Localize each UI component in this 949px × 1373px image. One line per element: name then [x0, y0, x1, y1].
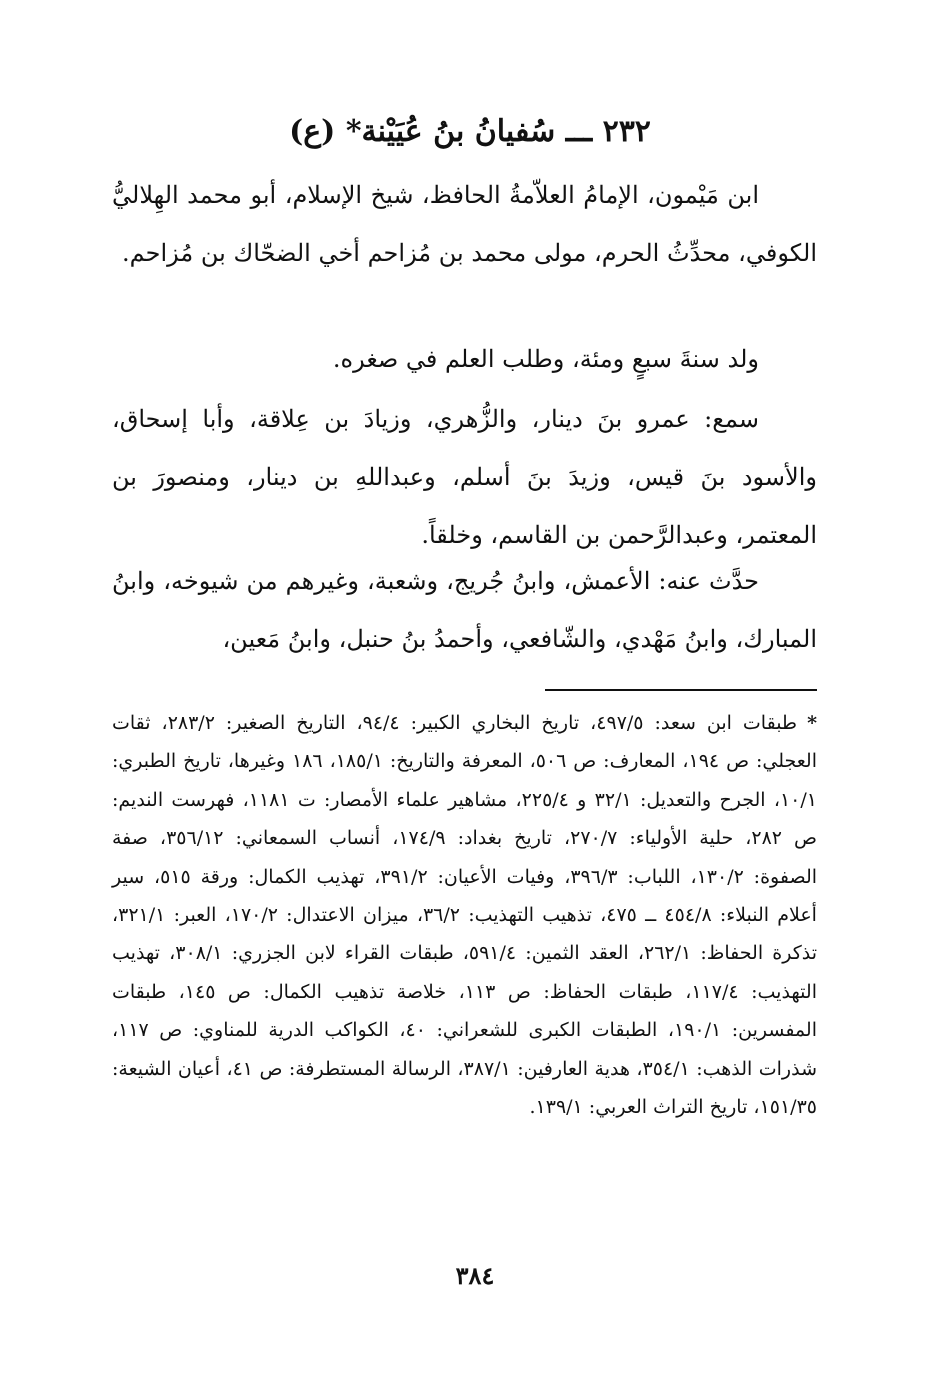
paragraph-lineage: [112, 166, 817, 282]
footnote-separator: [545, 689, 817, 691]
paragraph-birth: [112, 330, 817, 388]
entry-tag: (ع): [289, 114, 336, 149]
footnote-marker: *: [807, 712, 817, 734]
entry-name: سُفيانُ بنُ عُيَيْنة: [361, 114, 556, 149]
entry-dash: ـــ: [565, 114, 593, 149]
entry-heading: [120, 102, 820, 162]
footnote-sources: [112, 704, 817, 1126]
heading-footnote-marker: *: [345, 114, 362, 149]
entry-number: ٢٣٢: [602, 114, 651, 149]
paragraph-text: ولد سنةَ سبعٍ ومئة، وطلب العلم في صغره.: [332, 345, 759, 373]
footnote-text: طبقات ابن سعد: ٤٩٧/٥، تاريخ البخاري الكبير: ٩٤/٤، التاريخ الصغير: ٢٨٣/٢، ثقات العجلي: ص ١٩٤، المعارف: ص ٥٠٦، المعرفة والتاريخ: ١٨٥/١، ١٨٦ وغيرها، تاريخ الطبري: ١٠/١، الجرح والتعديل: ٣٢/١ و ٢٢٥/٤، مشاهير علماء الأمصار: ت ١١٨١، فهرست النديم: ص ٢٨٢، حلية الأولياء: ٢٧٠/٧، تاريخ بغداد: ١٧٤/٩، أنساب السمعاني: ٣٥٦/١٢، صفة الصفوة: ١٣٠/٢، اللباب: ٣٩٦/٣، وفيات الأعيان: ٣٩١/٢، تهذيب الكمال: ورقة ٥١٥، سير أعلام النبلاء: ٤٥٤/٨ ــ ٤٧٥، تذهيب التهذيب: ٣٦/٢، ميزان الاعتدال: ١٧٠/٢، العبر: ٣٢١/١، تذكرة الحفاظ: ٢٦٢/١، العقد الثمين: ٥٩١/٤، طبقات القراء لابن الجزري: ٣٠٨/١، تهذيب التهذيب: ١١٧/٤، طبقات الحفاظ: ص ١١٣، خلاصة تذهيب الكمال: ص ١٤٥، طبقات المفسرين: ١٩٠/١، الطبقات الكبرى للشعراني: ٤٠، الكواكب الدرية للمناوي: ص ١١٧، شذرات الذهب: ٣٥٤/١، هدية العارفين: ٣٨٧/١، الرسالة المستطرفة: ص ٤١، أعيان الشيعة: ١٥١/٣٥، تاريخ التراث العربي: ١٣٩/١.: [112, 712, 818, 1119]
page-number: ٣٨٤: [455, 1261, 495, 1290]
paragraph-teachers: [112, 390, 817, 564]
paragraph-text: ابن مَيْمون، الإمامُ العلاّمةُ الحافظ، شيخ الإسلام، أبو محمد الهِلاليُّ الكوفي، محدِّثُ الحرم، مولى محمد بن مُزاحم أخي الضحّاك بن مُزاحم.: [112, 181, 817, 267]
paragraph-students: [112, 552, 817, 668]
paragraph-text: سمع: عمرو بنَ دينار، والزُّهري، وزيادَ بن عِلاقة، وأبا إسحاق، والأسود بنَ قيس، وزيدَ بنَ أسلم، وعبداللهِ بن دينار، ومنصورَ بن المعتمر، وعبدالرَّحمن بن القاسم، وخلقاً.: [112, 405, 817, 549]
paragraph-text: حدَّث عنه: الأعمش، وابنُ جُريج، وشعبة، وغيرهم من شيوخه، وابنُ المبارك، وابنُ مَهْدي، والشّافعي، وأحمدُ بنُ حنبل، وابنُ مَعين،: [112, 567, 817, 653]
